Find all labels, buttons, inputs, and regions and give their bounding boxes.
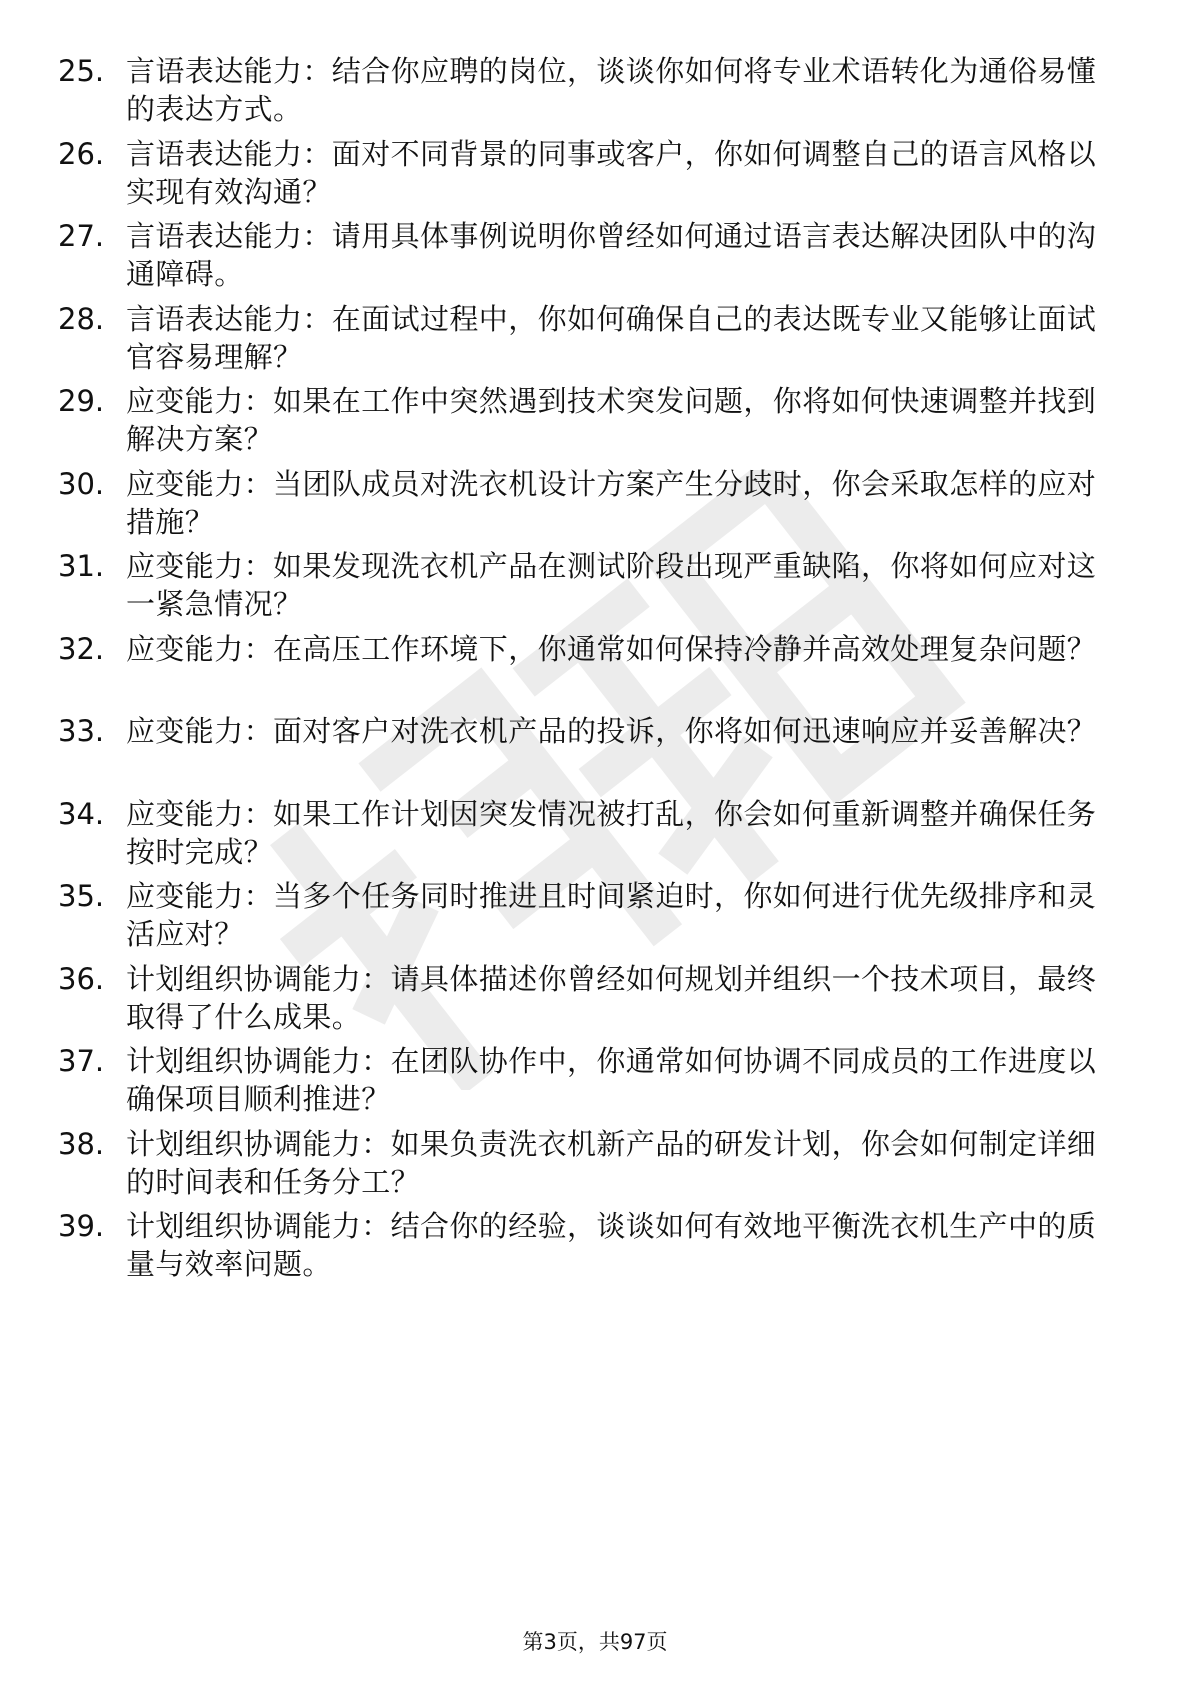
- question-item: [58, 630, 1108, 713]
- question-item: [58, 1207, 1108, 1290]
- question-number: 33.: [58, 714, 105, 748]
- question-item: [58, 300, 1108, 383]
- question-item: [58, 382, 1108, 465]
- question-item: [58, 547, 1108, 630]
- question-text: 应变能力：当多个任务同时推进且时间紧迫时，你如何进行优先级排序和灵活应对？: [126, 879, 1097, 951]
- question-number: 31.: [58, 549, 105, 583]
- question-text: 言语表达能力：结合你应聘的岗位，谈谈你如何将专业术语转化为通俗易懂的表达方式。: [126, 54, 1097, 126]
- question-item: [58, 135, 1108, 218]
- question-item: [58, 1125, 1108, 1208]
- question-number: 27.: [58, 219, 105, 253]
- question-number: 32.: [58, 631, 105, 666]
- question-number: 38.: [58, 1126, 105, 1161]
- question-item: [58, 795, 1108, 878]
- question-text: 应变能力：如果在工作中突然遇到技术突发问题，你将如何快速调整并找到解决方案？: [126, 384, 1097, 456]
- question-number: 39.: [58, 1209, 105, 1243]
- question-number: 34.: [58, 796, 105, 831]
- question-list: [58, 52, 1108, 1290]
- question-item: [58, 52, 1108, 135]
- question-text: 计划组织协调能力：请具体描述你曾经如何规划并组织一个技术项目，最终取得了什么成果。: [126, 961, 1097, 1034]
- question-item: [58, 465, 1108, 548]
- question-text: 应变能力：如果发现洗衣机产品在测试阶段出现严重缺陷，你将如何应对这一紧急情况？: [126, 549, 1097, 621]
- question-text: 应变能力：在高压工作环境下，你通常如何保持冷静并高效处理复杂问题？: [126, 631, 1097, 666]
- page-footer: [0, 1628, 1190, 1656]
- question-number: 28.: [58, 301, 105, 336]
- question-number: 36.: [58, 961, 105, 996]
- question-item: [58, 877, 1108, 960]
- question-text: 计划组织协调能力：结合你的经验，谈谈如何有效地平衡洗衣机生产中的质量与效率问题。: [126, 1209, 1097, 1281]
- question-number: 26.: [58, 136, 105, 171]
- question-item: [58, 960, 1108, 1043]
- question-item: [58, 712, 1108, 795]
- question-text: 应变能力：面对客户对洗衣机产品的投诉，你将如何迅速响应并妥善解决？: [126, 714, 1097, 748]
- question-text: 计划组织协调能力：如果负责洗衣机新产品的研发计划，你会如何制定详细的时间表和任务分工？: [126, 1126, 1097, 1199]
- question-text: 应变能力：当团队成员对洗衣机设计方案产生分歧时，你会采取怎样的应对措施？: [126, 466, 1097, 539]
- question-text: 应变能力：如果工作计划因突发情况被打乱，你会如何重新调整并确保任务按时完成？: [126, 796, 1097, 869]
- question-item: [58, 217, 1108, 300]
- page-number-label: 第3页，共97页: [522, 1630, 668, 1654]
- question-text: 言语表达能力：在面试过程中，你如何确保自己的表达既专业又能够让面试官容易理解？: [126, 301, 1097, 374]
- question-number: 37.: [58, 1044, 105, 1078]
- question-number: 30.: [58, 466, 105, 501]
- question-item: [58, 1042, 1108, 1125]
- question-text: 言语表达能力：面对不同背景的同事或客户，你如何调整自己的语言风格以实现有效沟通？: [126, 136, 1097, 209]
- question-text: 计划组织协调能力：在团队协作中，你通常如何协调不同成员的工作进度以确保项目顺利推进？: [126, 1044, 1097, 1116]
- question-number: 29.: [58, 384, 105, 418]
- question-number: 25.: [58, 54, 105, 88]
- question-text: 言语表达能力：请用具体事例说明你曾经如何通过语言表达解决团队中的沟通障碍。: [126, 219, 1097, 291]
- question-number: 35.: [58, 879, 105, 913]
